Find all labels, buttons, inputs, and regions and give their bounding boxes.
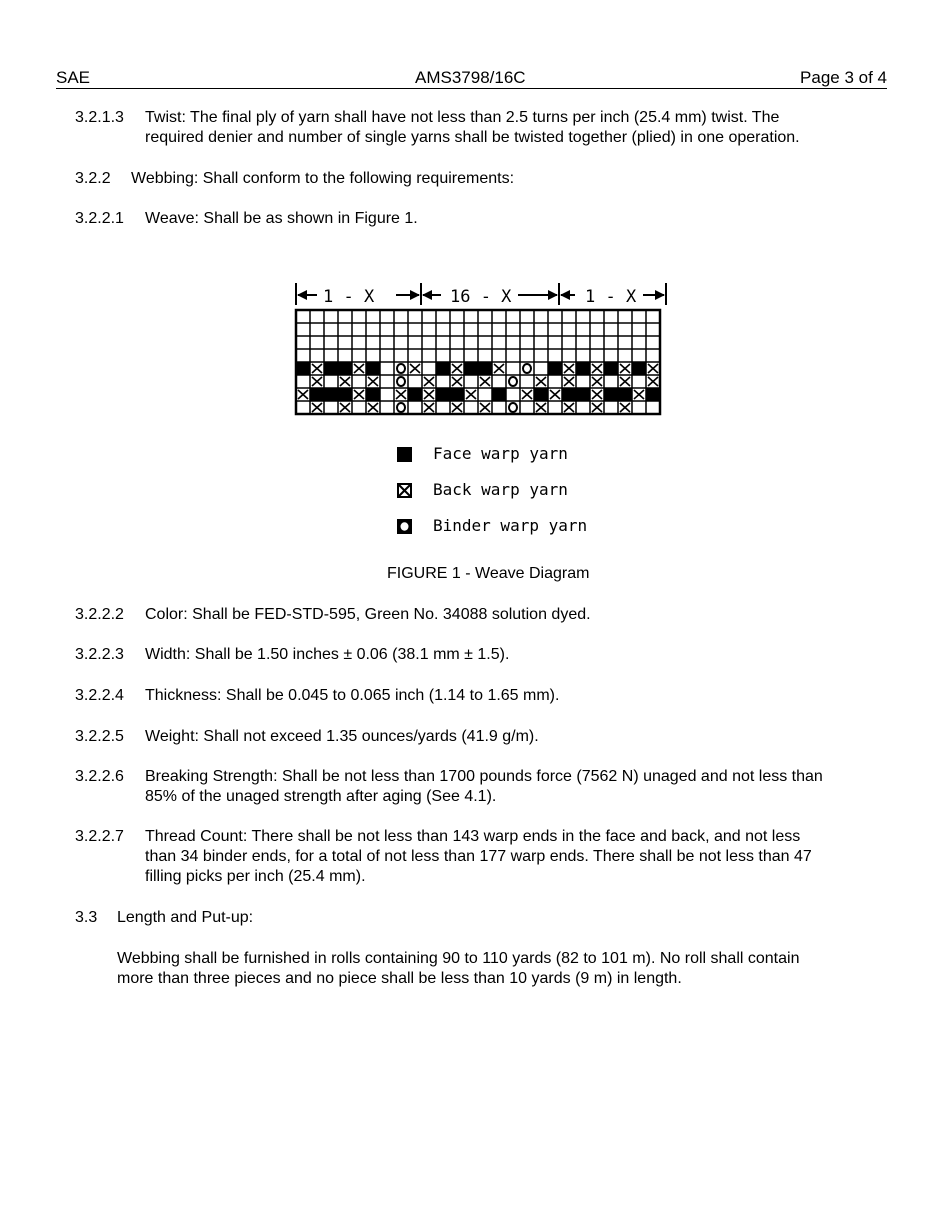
- face-warp-cell: [562, 388, 576, 401]
- section-number: 3.2.2: [75, 170, 111, 187]
- section-3-2-2-3: [75, 645, 875, 665]
- section-text: Thickness: Shall be 0.045 to 0.065 inch (1.14 to 1.65 mm).: [145, 687, 560, 704]
- section-number: 3.2.2.7: [75, 828, 124, 845]
- face-warp-cell: [436, 388, 450, 401]
- face-warp-cell: [324, 362, 338, 375]
- binder-warp-swatch-icon: [397, 519, 412, 534]
- header-doc-number: AMS3798/16C: [415, 68, 526, 87]
- section-3-3: [75, 908, 875, 928]
- section-3-2-1-3: [75, 108, 875, 148]
- weave-grid: [296, 310, 660, 414]
- section-3-2-2-1: [75, 209, 875, 229]
- section-text: Width: Shall be 1.50 inches ± 0.06 (38.1 mm ± 1.5).: [145, 646, 510, 663]
- face-warp-cell: [576, 388, 590, 401]
- section-3-2-2: [75, 169, 875, 189]
- section-number: 3.2.2.4: [75, 687, 124, 704]
- section-text: Weave: Shall be as shown in Figure 1.: [145, 210, 418, 227]
- section-number: 3.2.2.2: [75, 606, 124, 623]
- face-warp-cell: [296, 362, 310, 375]
- section-text: Color: Shall be FED-STD-595, Green No. 34088 solution dyed.: [145, 606, 591, 623]
- binder-warp-cell: [397, 403, 405, 412]
- section-3-2-2-7: [75, 827, 875, 887]
- legend-back-warp: Back warp yarn: [396, 480, 616, 500]
- face-warp-cell: [338, 388, 352, 401]
- section-3-2-2-5: [75, 727, 875, 747]
- header-rule: [56, 88, 887, 89]
- face-warp-cell: [632, 362, 646, 375]
- page-header: [56, 68, 887, 88]
- face-warp-cell: [408, 388, 422, 401]
- section-number: 3.2.1.3: [75, 109, 124, 126]
- face-warp-cell: [646, 388, 660, 401]
- weave-diagram: [293, 283, 669, 419]
- face-warp-cell: [366, 388, 380, 401]
- binder-warp-cell: [397, 364, 405, 373]
- section-3-2-2-4: [75, 686, 875, 706]
- face-warp-cell: [450, 388, 464, 401]
- section-number: 3.2.2.3: [75, 646, 124, 663]
- face-warp-cell: [436, 362, 450, 375]
- section-title: Length and Put-up:: [117, 909, 254, 926]
- legend-face-warp: Face warp yarn: [396, 444, 616, 464]
- face-warp-cell: [618, 388, 632, 401]
- face-warp-cell: [548, 362, 562, 375]
- section-text: Breaking Strength: Shall be not less than 1700 pounds force (7562 N) unaged and not less than 85% of the unaged strength after aging (See 4.1).: [145, 768, 823, 805]
- binder-warp-cell: [523, 364, 531, 373]
- section-number: 3.3: [75, 909, 98, 926]
- binder-warp-cell: [509, 403, 517, 412]
- section-text: Weight: Shall not exceed 1.35 ounces/yards (41.9 g/m).: [145, 728, 539, 745]
- binder-warp-cell: [397, 377, 405, 386]
- section-3-2-2-6: [75, 767, 875, 807]
- header-page-number: Page 3 of 4: [800, 68, 887, 87]
- binder-warp-cell: [509, 377, 517, 386]
- section-3-2-2-2: [75, 605, 875, 625]
- dim-right-label: 1 - X: [585, 287, 637, 307]
- face-warp-cell: [478, 362, 492, 375]
- section-number: 3.2.2.5: [75, 728, 124, 745]
- face-warp-cell: [366, 362, 380, 375]
- section-text: Webbing: Shall conform to the following requirements:: [131, 170, 515, 187]
- face-warp-swatch-icon: [397, 447, 412, 462]
- face-warp-cell: [310, 388, 324, 401]
- face-warp-cell: [604, 388, 618, 401]
- back-warp-swatch-icon: [397, 483, 412, 498]
- figure-caption: FIGURE 1 - Weave Diagram: [387, 565, 590, 582]
- figure-legend: [396, 444, 616, 552]
- face-warp-cell: [576, 362, 590, 375]
- face-warp-cell: [534, 388, 548, 401]
- legend-binder-warp: Binder warp yarn: [396, 516, 616, 536]
- face-warp-cell: [338, 362, 352, 375]
- header-org: SAE: [56, 68, 91, 87]
- dim-left-label: 1 - X: [323, 287, 375, 307]
- section-number: 3.2.2.1: [75, 210, 124, 227]
- dim-center-label: 16 - X: [450, 287, 512, 307]
- face-warp-cell: [492, 388, 506, 401]
- face-warp-cell: [464, 362, 478, 375]
- section-text: Twist: The final ply of yarn shall have not less than 2.5 turns per inch (25.4 mm) twist. The required denier and number of single yarns shall be twisted together (plied) in one operation.: [145, 109, 800, 146]
- section-number: 3.2.2.6: [75, 768, 124, 785]
- section-text: Thread Count: There shall be not less than 143 warp ends in the face and back, and not less than 34 binder ends, for a total of not less than 177 warp ends. There shall be not less than 47 filling picks per inch (25.4 mm).: [145, 828, 812, 885]
- face-warp-cell: [324, 388, 338, 401]
- section-3-3-body: Webbing shall be furnished in rolls containing 90 to 110 yards (82 to 101 m). No roll shall contain more than three pieces and no piece shall be less than 10 yards (9 m) in length.: [117, 950, 800, 987]
- face-warp-cell: [604, 362, 618, 375]
